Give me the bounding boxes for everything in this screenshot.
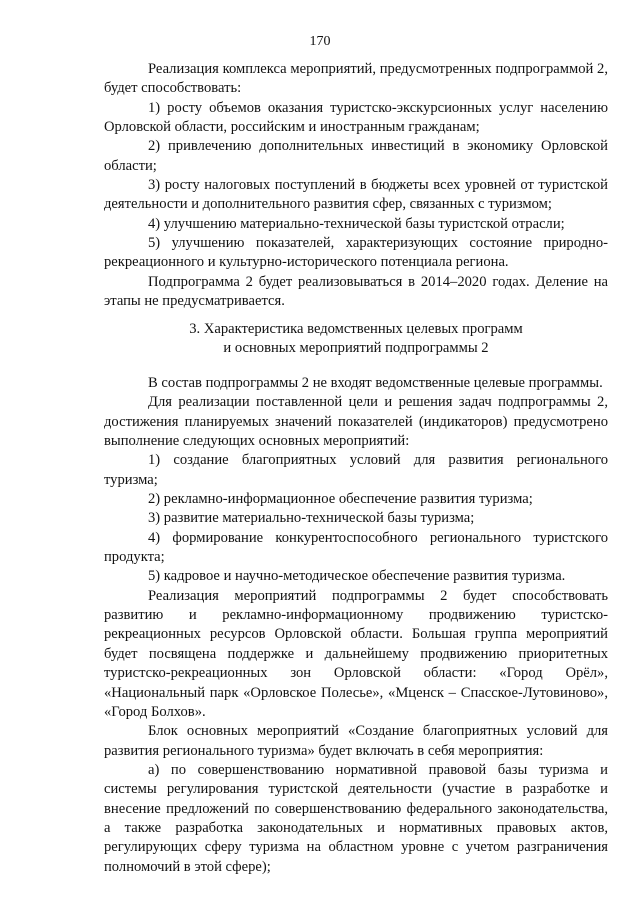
body-item-5: 5) кадровое и научно-методическое обеспечение развития туризма. — [148, 568, 566, 585]
intro-period: Подпрограмма 2 будет реализовываться в 2014–2020 годах. Деление на этапы не предусматривается. — [104, 273, 608, 310]
body-item-2: 2) рекламно-информационное обеспечение развития туризма; — [148, 491, 533, 508]
body-item-4: 4) формирование конкурентоспособного регионального туристского продукта; — [104, 529, 608, 566]
intro-item-4: 4) улучшению материально-технической базы туристской отрасли; — [148, 215, 565, 232]
body-item-3: 3) развитие материально-технической базы туризма; — [148, 510, 475, 527]
body-paragraph-2: Для реализации поставленной цели и решения задач подпрограммы 2, достижения планируемых значений показателей (индикаторов) предусмотрено выполнение следующих основных мероприятий: — [104, 394, 608, 450]
section-title-line-1: 3. Характеристика ведомственных целевых программ — [189, 321, 523, 337]
page-number: 170 — [309, 34, 331, 49]
intro-item-1: 1) росту объемов оказания туристско-экскурсионных услуг населению Орловской области, российским и иностранным гражданам; — [104, 99, 608, 136]
section-heading — [104, 320, 608, 359]
body-block — [104, 374, 608, 877]
body-paragraph-1: В состав подпрограммы 2 не входят ведомственные целевые программы. — [148, 375, 603, 391]
intro-item-5: 5) улучшению показателей, характеризующих состояние природно-рекреационного и культурно-исторического потенциала региона. — [104, 235, 608, 271]
intro-item-2: 2) привлечению дополнительных инвестиций в экономику Орловской области; — [104, 138, 608, 174]
intro-block — [104, 60, 608, 311]
body-paragraph-3: Реализация мероприятий подпрограммы 2 будет способствовать развитию и рекламно-информационному продвижению туристско-рекреационных ресурсов Орловской области. Большая группа мероприятий будет посвящена поддержке и дальнейшему продвижению приоритетных туристско-рекреационных зон Орловской области: «Город Орёл», «Национальный парк «Орловское Полесье», «Мценск – Спасское-Лутовиново», «Город Болхов». — [104, 587, 608, 720]
body-paragraph-4: Блок основных мероприятий «Создание благоприятных условий для развития регионального туризма» будет включать в себя мероприятия: — [104, 723, 608, 759]
section-title-line-2: и основных мероприятий подпрограммы 2 — [223, 340, 489, 357]
intro-item-3: 3) росту налоговых поступлений в бюджеты всех уровней от туристской деятельности и дополнительного развития сфер, связанных с туризмом; — [104, 177, 608, 213]
body-item-1: 1) создание благоприятных условий для развития регионального туризма; — [104, 452, 608, 488]
intro-lead: Реализация комплекса мероприятий, предусмотренных подпрограммой 2, будет способствовать: — [104, 61, 608, 97]
body-paragraph-5: а) по совершенствованию нормативной правовой базы туризма и системы регулирования туристской деятельности (участие в разработке и внесение предложений по совершенствованию федерального законодательства, а также разработка законодательных и нормативных правовых актов, регулирующих сферу туризма на областном уровне с учетом разграничения полномочий в этой сфере); — [104, 761, 608, 875]
